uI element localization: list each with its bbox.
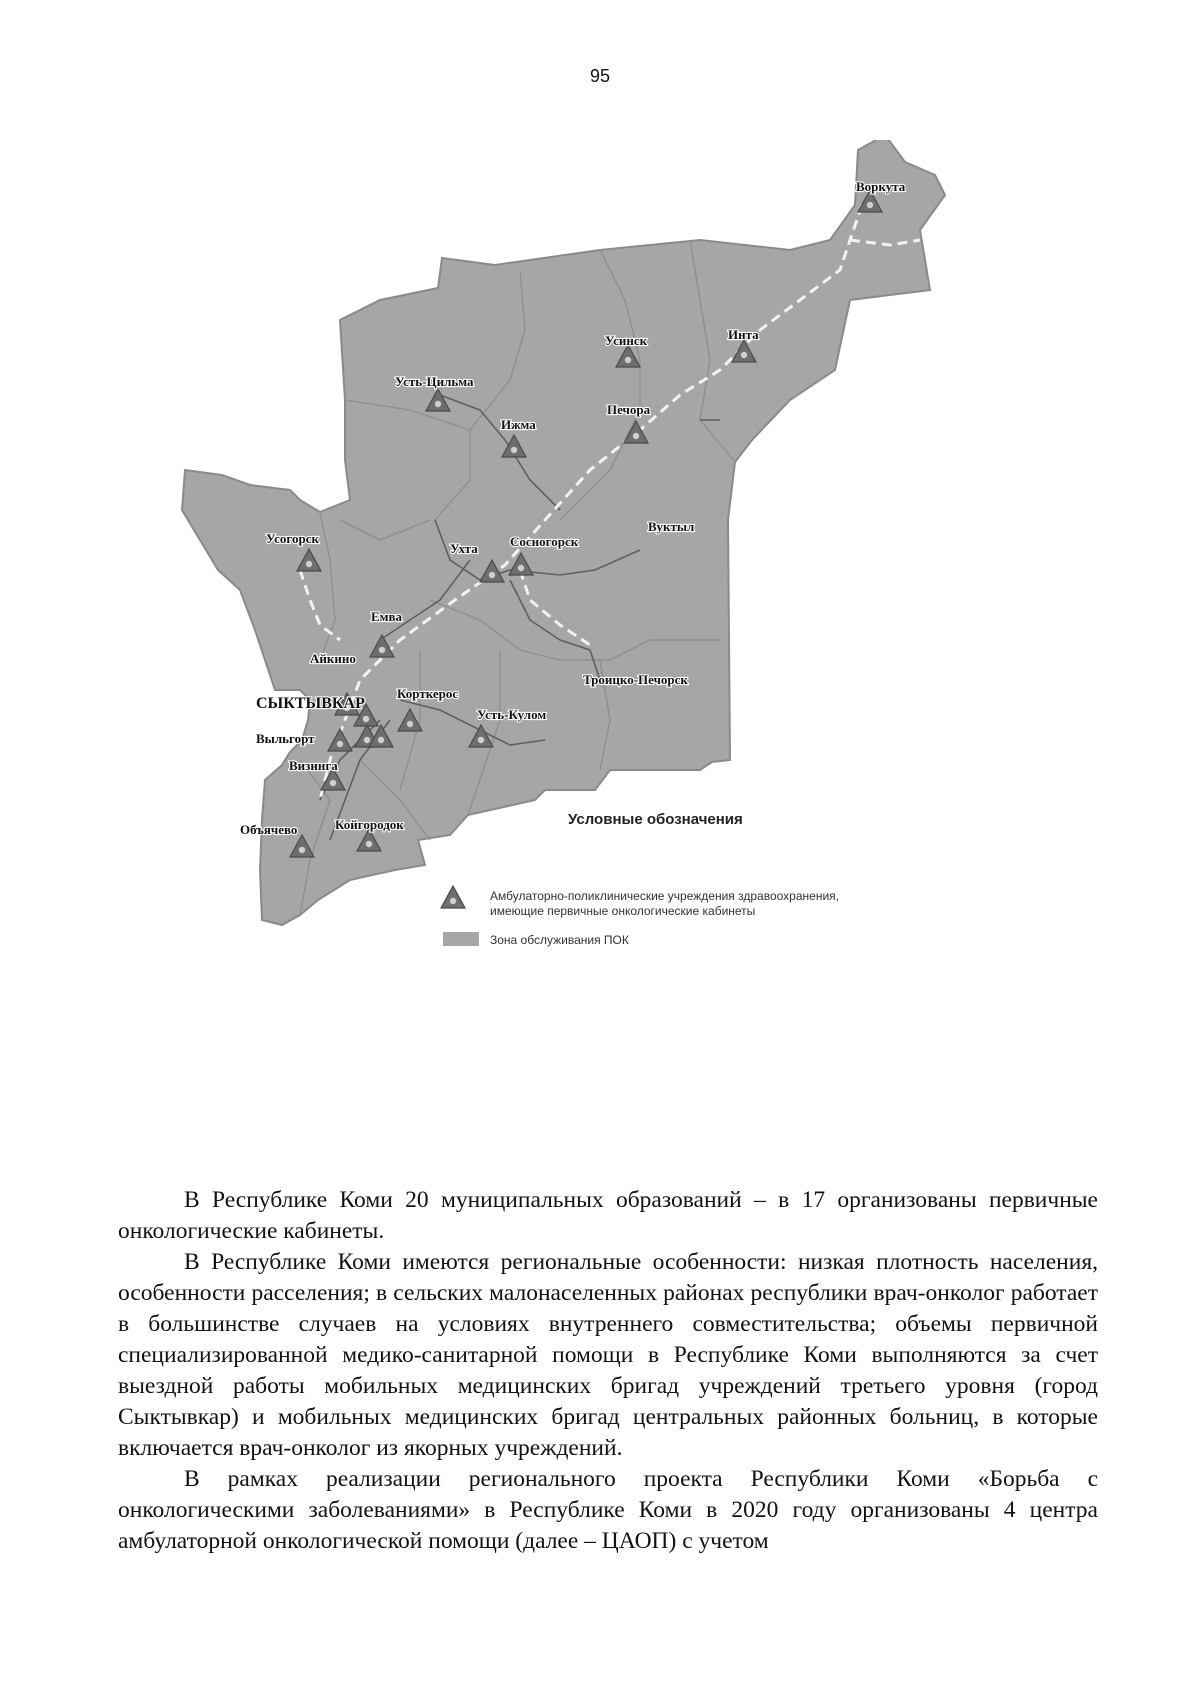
legend-facility-icon — [441, 886, 465, 908]
paragraph-1: В Республике Коми 20 муниципальных образований – в 17 организованы первичные онкологические кабинеты. — [118, 1187, 1098, 1244]
city-label: Айкино — [310, 651, 356, 666]
city-label: Ижма — [501, 417, 536, 432]
city-label: Ухта — [450, 541, 478, 556]
legend-title: Условные обозначения — [568, 811, 743, 828]
legend-zone-swatch — [443, 932, 479, 946]
city-label: Усогорск — [266, 531, 319, 546]
city-label: Троицко-Печорск — [583, 672, 688, 687]
city-label: Усть-Цильма — [395, 374, 474, 389]
city-label: Вуктыл — [648, 519, 695, 534]
city-label: Корткерос — [397, 686, 459, 701]
paragraph-3: В рамках реализации регионального проекта Республики Коми «Борьба с онкологическими заболеваниями» в Республике Коми в 2020 году организованы 4 центра амбулаторной онкологической помощи (далее – ЦАОП) с учетом — [118, 1466, 1098, 1554]
city-label: Усинск — [605, 333, 648, 348]
komi-map — [180, 140, 1050, 1060]
legend-zone-label: Зона обслуживания ПОК — [490, 933, 629, 947]
legend-facility-line1: Амбулаторно-поликлинические учреждения здравоохранения, — [490, 889, 839, 903]
city-label: Койгородок — [335, 817, 404, 832]
city-label: Сосногорск — [510, 534, 579, 549]
city-label: Объячево — [240, 822, 298, 837]
city-label: Усть-Кулом — [477, 707, 547, 722]
legend-facility-line2: имеющие первичные онкологические кабинеты — [490, 904, 756, 918]
city-label: Емва — [371, 609, 403, 624]
city-label: Выльгорт — [256, 731, 315, 746]
paragraph-2: В Республике Коми имеются региональные особенности: низкая плотность населения, особенности расселения; в сельских малонаселенных районах республики врач-онколог работает в большинстве случаев на условиях внутреннего совместительства; объемы первичной специализированной медико-санитарной помощи в Республике Коми выполняются за счет выездной работы мобильных медицинских бригад учреждений третьего уровня (город Сыктывкар) и мобильных медицинских бригад центральных районных больниц, в которые включается врач-онколог из якорных учреждений. — [118, 1249, 1098, 1461]
city-label: Визинга — [289, 758, 338, 773]
map-legend — [441, 811, 839, 947]
city-label: Инта — [728, 327, 759, 342]
city-label: Воркута — [856, 179, 906, 194]
body-text — [118, 1185, 1098, 1557]
city-label-capital: СЫКТЫВКАР — [256, 695, 365, 712]
city-label: Печора — [607, 402, 651, 417]
page-number: 95 — [589, 66, 611, 86]
